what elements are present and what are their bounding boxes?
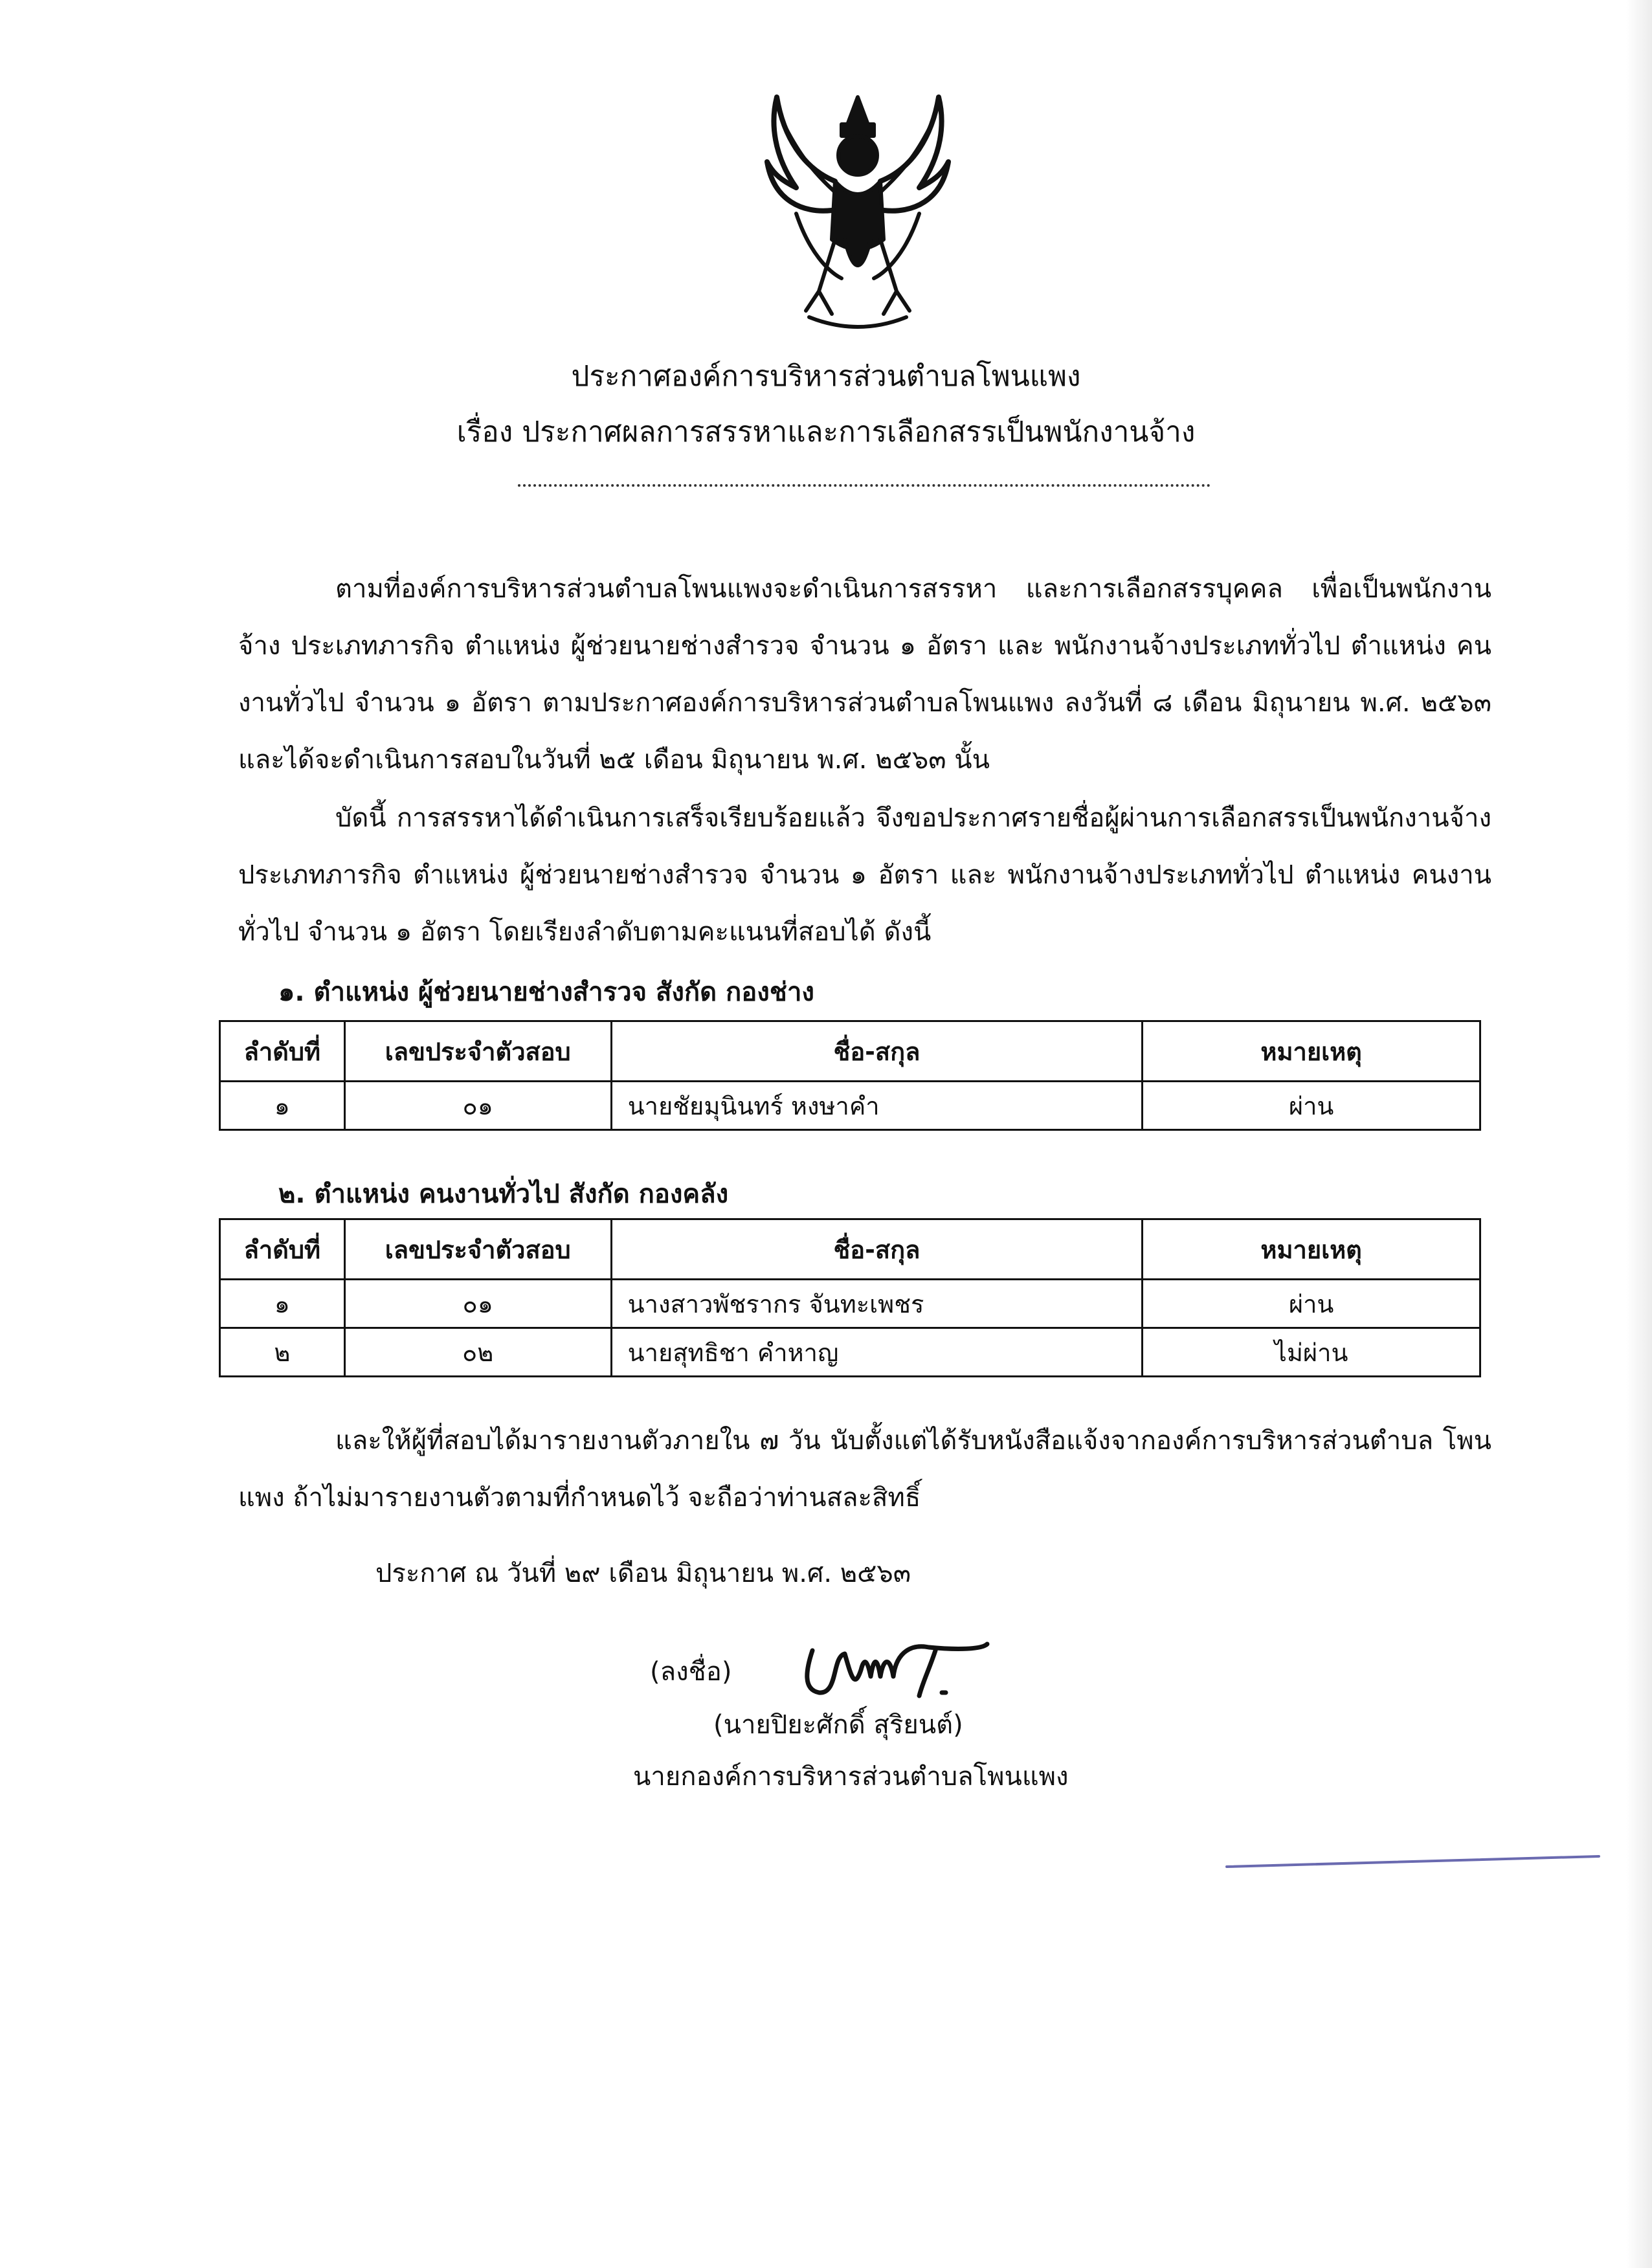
table-row bbox=[220, 1280, 1480, 1328]
sign-label: (ลงชื่อ) bbox=[650, 1657, 732, 1687]
stray-pen-mark bbox=[1223, 1852, 1602, 1872]
table-header-row bbox=[220, 1021, 1480, 1082]
header-order: ลำดับที่ bbox=[220, 1021, 345, 1082]
cell-name: นางสาวพัชรากร จันทะเพชร bbox=[611, 1280, 1143, 1328]
cell-order: ๑ bbox=[220, 1280, 345, 1328]
section1-table bbox=[219, 1020, 1481, 1131]
handwritten-signature bbox=[799, 1631, 994, 1709]
paragraph-report: และให้ผู้ที่สอบได้มารายงานตัวภายใน ๗ วัน นับตั้งแต่ได้รับหนังสือแจ้งจากองค์การบริหารส่วนตำบล โพนแพง ถ้าไม่มารายงานตัวตามที่กำหนดไว้ จะถือว่าท่านสละสิทธิ์ bbox=[238, 1426, 1491, 1513]
section2-heading: ๒. ตำแหน่ง คนงานทั่วไป สังกัด กองคลัง bbox=[278, 1179, 729, 1209]
header-order: ลำดับที่ bbox=[220, 1219, 345, 1280]
subject-line: เรื่อง ประกาศผลการสรรหาและการเลือกสรรเป็นพนักงานจ้าง bbox=[456, 416, 1196, 449]
dotted-divider bbox=[518, 484, 1211, 487]
cell-exam-id: ๐๑ bbox=[344, 1280, 611, 1328]
header-remark: หมายเหตุ bbox=[1143, 1021, 1480, 1082]
header-remark: หมายเหตุ bbox=[1143, 1219, 1480, 1280]
paragraph-intro: ตามที่องค์การบริหารส่วนตำบลโพนแพงจะดำเนินการสรรหา และการเลือกสรรบุคคล เพื่อเป็นพนักงานจ้าง ประเภทภารกิจ ตำแหน่ง ผู้ช่วยนายช่างสำรวจ จำนวน ๑ อัตรา และ พนักงานจ้างประเภททั่วไป ตำแหน่ง คนงานทั่วไป จำนวน ๑ อัตรา ตามประกาศองค์การบริหารส่วนตำบลโพนแพง ลงวันที่ ๘ เดือน มิถุนายน พ.ศ. ๒๕๖๓ และได้จะดำเนินการสอบในวันที่ ๒๕ เดือน มิถุนายน พ.ศ. ๒๕๖๓ นั้น bbox=[238, 574, 1491, 775]
header-name: ชื่อ-สกุล bbox=[611, 1021, 1143, 1082]
header-exam-id: เลขประจำตัวสอบ bbox=[344, 1021, 611, 1082]
cell-name: นายสุทธิชา คำหาญ bbox=[611, 1328, 1143, 1377]
scan-edge-shadow bbox=[1626, 0, 1652, 2268]
table-header-row bbox=[220, 1219, 1480, 1280]
table-row bbox=[220, 1328, 1480, 1377]
signer-title: นายกองค์การบริหารส่วนตำบลโพนแพง bbox=[633, 1762, 1069, 1792]
announce-date: ประกาศ ณ วันที่ ๒๙ เดือน มิถุนายน พ.ศ. ๒๕๖๓ bbox=[375, 1559, 911, 1588]
section2-table bbox=[219, 1218, 1481, 1377]
cell-name: นายชัยมุนินทร์ หงษาคำ bbox=[611, 1082, 1143, 1130]
cell-order: ๒ bbox=[220, 1328, 345, 1377]
header-name: ชื่อ-สกุล bbox=[611, 1219, 1143, 1280]
cell-remark: ผ่าน bbox=[1143, 1082, 1480, 1130]
signer-name: (นายปิยะศักดิ์ สุริยนต์) bbox=[713, 1710, 963, 1740]
cell-exam-id: ๐๑ bbox=[344, 1082, 611, 1130]
cell-remark: ผ่าน bbox=[1143, 1280, 1480, 1328]
header-exam-id: เลขประจำตัวสอบ bbox=[344, 1219, 611, 1280]
table-row bbox=[220, 1082, 1480, 1130]
cell-remark: ไม่ผ่าน bbox=[1143, 1328, 1480, 1377]
cell-order: ๑ bbox=[220, 1082, 345, 1130]
section1-heading: ๑. ตำแหน่ง ผู้ช่วยนายช่างสำรวจ สังกัด กองช่าง bbox=[278, 977, 814, 1007]
garuda-emblem-icon bbox=[757, 84, 958, 337]
paragraph-result: บัดนี้ การสรรหาได้ดำเนินการเสร็จเรียบร้อยแล้ว จึงขอประกาศรายชื่อผู้ผ่านการเลือกสรรเป็นพนักงานจ้าง ประเภทภารกิจ ตำแหน่ง ผู้ช่วยนายช่างสำรวจ จำนวน ๑ อัตรา และ พนักงานจ้างประเภททั่วไป ตำแหน่ง คนงานทั่วไป จำนวน ๑ อัตรา โดยเรียงลำดับตามคะแนนที่สอบได้ ดังนี้ bbox=[238, 803, 1491, 947]
cell-exam-id: ๐๒ bbox=[344, 1328, 611, 1377]
org-title: ประกาศองค์การบริหารส่วนตำบลโพนแพง bbox=[571, 360, 1081, 393]
